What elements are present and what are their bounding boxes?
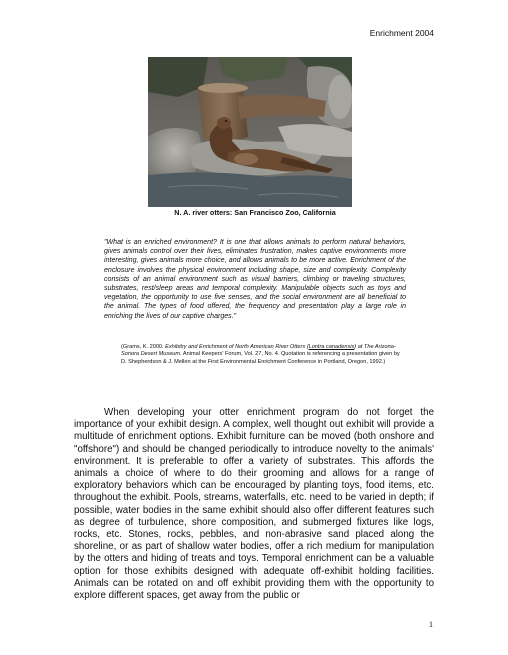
quote-block: "What is an enriched environment? It is one that allows animals to perform natural behaviors, gives animals control over their lives, eliminates frustration, makes captive environments more interesting, gives animals more choice, and allows animals to be more active. Enrichment of the enclosure involves the physical environment including shape, size and complexity. Complexity consists of an animal environment such as visual barriers, climbing or traveling structures, substrates, rest/sleep areas and temporal complexity. Manipulable objects such as toys and vegetation, the opportunity to use five senses, and the social environment are all beneficial to the animal. The types of food offered, the frequency and presentation play a large role in enriching the lives of our captive charges." <box>104 239 406 320</box>
otter-photo-graphic <box>148 57 352 207</box>
otter-photo <box>148 57 352 207</box>
page-number: 1 <box>429 620 433 629</box>
citation-part1: (Grams, K. 2000. <box>121 344 166 350</box>
figure-caption: N. A. river otters: San Francisco Zoo, California <box>174 208 336 217</box>
running-header: Enrichment 2004 <box>369 28 434 38</box>
citation-species: Lontra canadensis <box>308 344 355 350</box>
citation <box>121 344 404 366</box>
citation-title: Exhibitry and Enrichment of North American River Otters ( <box>165 344 309 350</box>
citation-part2: Animal Keepers' Forum, Vol. 27, No. 4. Quotation is referencing a presentation given by D. Shepherdson & J. Mellen at the First Environmental Enrichment Conference in Portland, Oregon, 1992.) <box>121 351 400 365</box>
body-paragraph: When developing your otter enrichment program do not forget the importance of your exhibit design. A complex, well thought out exhibit will provide a multitude of enrichment options. Exhibit furniture can be moved (both onshore and "offshore") and should be changed periodically to introduce novelty to the animals' environment. It is preferable to offer a variety of substrates. This affords the animals a choice of where to do their grooming and allows for a range of exploratory behaviors which can be encouraged by planting toys, food items, etc. throughout the exhibit. Pools, streams, waterfalls, etc. need to be varied in depth; if possible, water bodies in the same exhibit should also offer different features such as degree of turbulence, shore composition, and submerged fixtures like logs, rocks, etc. Stones, rocks, pebbles, and non-abrasive sand placed along the shoreline, or as part of shallow water bodies, offer a rich medium for manipulation by the otters and hiding of treats and toys. Temporal enrichment can be a valuable option for those exhibits designed with adequate off-exhibit holding facilities. Animals can be rotated on and off exhibit providing them with the opportunity to explore different spaces, get away from the public or <box>74 407 434 602</box>
body-text <box>74 407 434 602</box>
citation-title-end: ) at The Arizona-Sonora Desert Museum. <box>121 344 396 358</box>
